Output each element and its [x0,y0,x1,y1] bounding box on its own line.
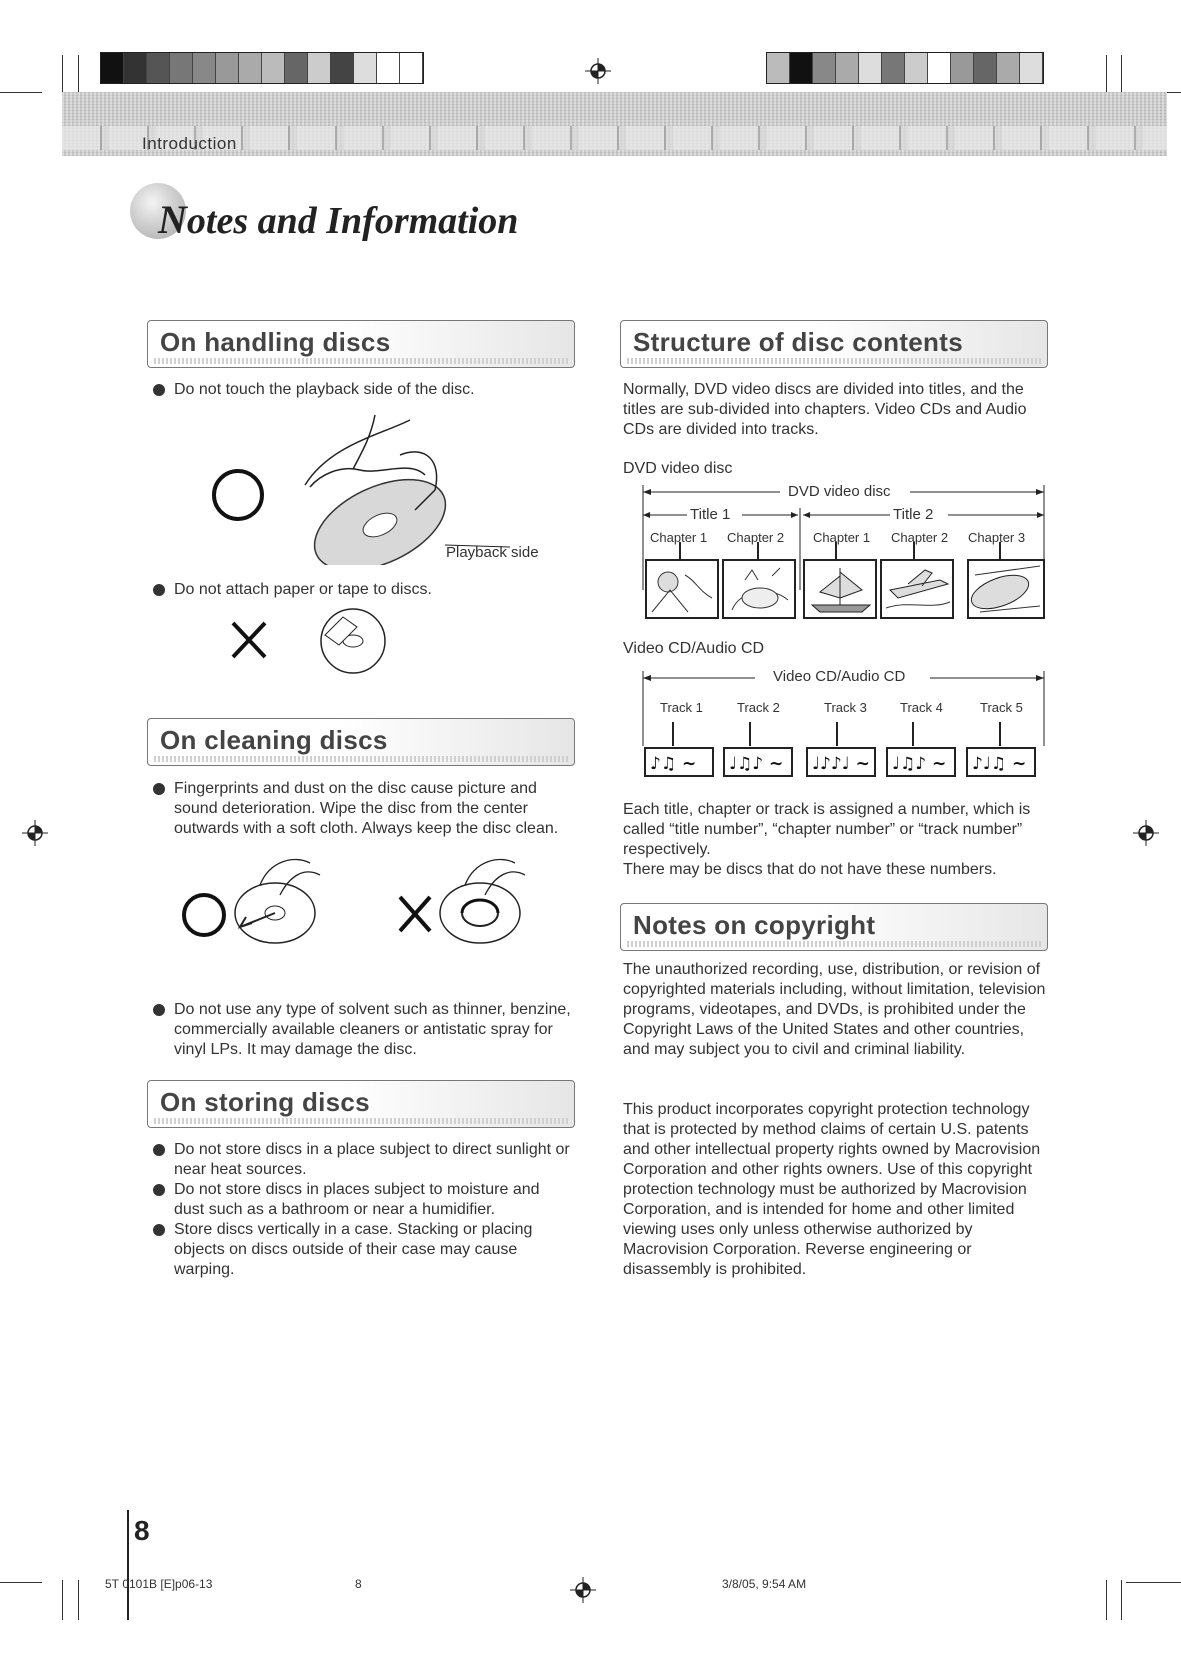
chapter-label: Chapter 1 [813,530,871,545]
crop-mark [78,55,79,95]
section-header-hatch [627,358,1041,364]
crop-mark [1106,1580,1107,1620]
crop-mark [1126,1582,1181,1583]
page-title-initial: N [158,197,187,242]
crop-mark [1121,55,1122,95]
copyright-paragraph: This product incorporates copyright protection technology that is protected by method claims of certain U.S. patents and other intellectual property rights owned by Macrovision Corporation and other rights owners. Use of this copyright protection technology must be authorized by Macrovision Corporation, and is intended for home and other limited viewing uses only unless otherwise authorized by Macrovision Corporation. Reverse engineering or disassembly is prohibited. [623,1101,1041,1278]
playback-side-label: Playback side [446,544,539,561]
title-2-label: Title 2 [893,506,934,523]
bullet-text: Store discs vertically in a case. Stacking or placing objects on discs outside of their case may cause warping. [174,1220,574,1280]
track-label: Track 4 [900,700,943,715]
video-cd-label: Video CD/Audio CD [623,640,765,657]
chapter-label: Chapter 2 [891,530,949,545]
section-header-hatch [154,756,568,762]
structure-intro: Normally, DVD video discs are divided into titles, and the titles are sub-divided into chapters. Video CDs and Audio CDs are divided into tracks. [623,381,1027,438]
track-label: Track 5 [980,700,1023,715]
section-header-hatch [627,941,1041,947]
registration-mark-icon [1133,820,1159,846]
bullet-text: Do not touch the playback side of the disc. [174,380,574,400]
registration-mark-icon [585,58,611,84]
section-header-copyright [620,903,1048,951]
disc-cleaning-illustration [180,855,540,975]
page-title [158,196,518,243]
crop-mark [0,92,42,93]
color-bars-right [766,52,1044,84]
section-heading: On cleaning discs [160,725,388,755]
crop-mark [78,1580,79,1620]
dvd-structure-diagram [640,480,1050,620]
section-heading: On storing discs [160,1087,370,1117]
page-number-rule [127,1510,129,1620]
crop-mark [0,1582,42,1583]
section-heading: On handling discs [160,327,391,357]
copyright-paragraph: The unauthorized recording, use, distribution, or revision of copyrighted materials including, without limitation, television programs, videotapes, and DVDs, is prohibited under the Copyright Laws of the United States and other countries, and may subject you to civil and criminal liability. [623,961,1046,1058]
track-label: Track 3 [824,700,867,715]
color-bars-left [100,52,424,84]
vcd-span-label: Video CD/Audio CD [773,668,906,685]
no-numbers-text: There may be discs that do not have these numbers. [623,861,997,878]
bullet-text: Do not use any type of solvent such as thinner, benzine, commercially available cleaners or antistatic spray for vinyl LPs. It may damage the disc. [174,1000,574,1060]
section-heading: Notes on copyright [633,910,876,940]
footer-date: 3/8/05, 9:54 AM [722,1577,807,1591]
bullet-text: Fingerprints and dust on the disc cause picture and sound deterioration. Wipe the disc from the center outwards with a soft cloth. Always keep the disc clean. [174,779,569,839]
crop-mark [62,1580,63,1620]
numbers-text: Each title, chapter or track is assigned a number, which is called “title number”, “chapter number” or “track number” respectively. [623,801,1031,858]
track-box: ♪♩♫ ∼ [966,747,1036,777]
track-box: ♩♪♪♩ ∼ [806,747,876,777]
bullet-text: Do not attach paper or tape to discs. [174,580,574,600]
chapter-label: Chapter 3 [968,530,1026,545]
page-title-rest: otes and Information [186,200,519,242]
crop-mark [62,55,63,95]
track-label: Track 2 [737,700,780,715]
section-header-handling [147,320,575,368]
track-box: ♩♫♪ ∼ [886,747,956,777]
track-box: ♪♫ ∼ [644,747,714,777]
disc-handling-illustration [210,415,570,565]
section-header-cleaning [147,718,575,766]
section-header-hatch [154,1118,568,1124]
chapter-label: Chapter 1 [650,530,708,545]
bullet-text: Do not store discs in places subject to moisture and dust such as a bathroom or near a humidifier. [174,1180,574,1220]
track-box: ♩♫♪ ∼ [723,747,793,777]
crop-mark [1121,1580,1122,1620]
track-label: Track 1 [660,700,703,715]
section-header-storing [147,1080,575,1128]
bullet-text: Do not store discs in a place subject to direct sunlight or near heat sources. [174,1140,574,1180]
section-label: Introduction [142,134,237,153]
page-number: 8 [134,1515,150,1546]
dvd-video-disc-label: DVD video disc [623,460,733,477]
title-1-label: Title 1 [690,506,731,523]
section-header-structure [620,320,1048,368]
registration-mark-icon [22,820,48,846]
footer-file-name: 5T 0101B [E]p06-13 [105,1577,213,1591]
dvd-span-label: DVD video disc [788,483,891,500]
crop-mark [1106,55,1107,95]
disc-tape-illustration [225,605,405,675]
chapter-label: Chapter 2 [727,530,785,545]
footer-page: 8 [355,1577,362,1591]
section-header-hatch [154,358,568,364]
registration-mark-icon [570,1577,596,1603]
section-heading: Structure of disc contents [633,327,963,357]
